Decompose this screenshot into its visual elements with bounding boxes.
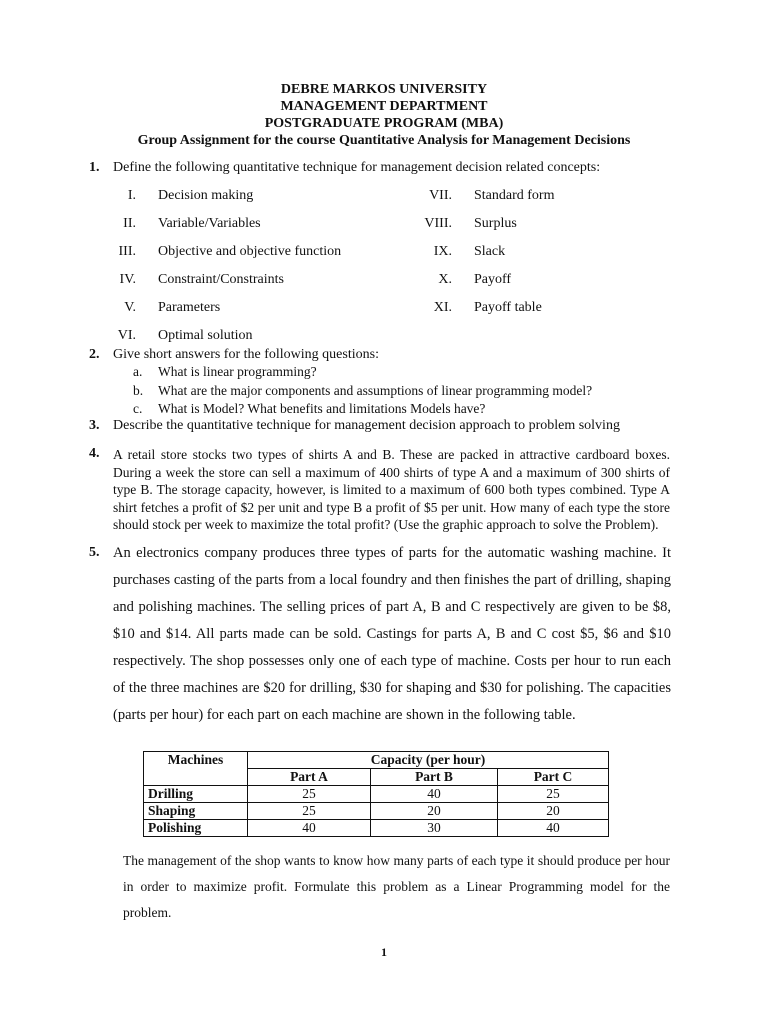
q2-text: Give short answers for the following questions: <box>113 347 379 362</box>
capacity-cell: 20 <box>371 803 498 820</box>
q1-right-item: Surplus <box>474 216 517 231</box>
q1-left-item: Optimal solution <box>158 328 253 343</box>
page-number: 1 <box>381 945 387 959</box>
machine-name: Shaping <box>144 803 248 820</box>
table-row <box>144 803 609 820</box>
capacity-cell: 25 <box>498 786 609 803</box>
q5-number: 5. <box>89 545 100 560</box>
capacity-cell: 40 <box>248 820 371 837</box>
q4-text: A retail store stocks two types of shirts A and B. These are packed in attractive cardboard boxes. During a week the store can sell a maximum of 400 shirts of type A and a maximum of 300 shirts of type B. The storage capacity, however, is limited to a maximum of 600 both types combined. Type A shirt fetches a profit of $2 per unit and type B a profit of $5 per unit. How many of each type the store should stock per week to maximize the total profit? (Use the graphic approach to solve the Problem). <box>113 447 670 532</box>
department-name: MANAGEMENT DEPARTMENT <box>280 99 488 114</box>
capacity-cell: 25 <box>248 786 371 803</box>
q1-right-roman: X. <box>438 272 452 287</box>
q1-left-item: Constraint/Constraints <box>158 272 284 287</box>
q1-right-roman: VII. <box>429 188 452 203</box>
q4-number: 4. <box>89 446 100 461</box>
capacity-cell: 40 <box>371 786 498 803</box>
part-header: Part B <box>371 769 498 786</box>
q1-left-roman: I. <box>127 188 136 203</box>
part-header: Part C <box>498 769 609 786</box>
table-row <box>144 820 609 837</box>
q2-item-letter: a. <box>133 364 143 379</box>
q1-right-item: Standard form <box>474 188 555 203</box>
q2-item: What is Model? What benefits and limitations Models have? <box>158 401 486 416</box>
q1-left-roman: VI. <box>117 328 136 343</box>
capacity-cell: 20 <box>498 803 609 820</box>
q3-text: Describe the quantitative technique for management decision approach to problem solving <box>113 418 620 433</box>
q5-text: An electronics company produces three types of parts for the automatic washing machine. It purchases casting of the parts from a local foundry and then finishes the part of drilling, shaping and polishing machines. The selling prices of part A, B and C respectively are given to be $8, $10 and $14. All parts made can be sold. Castings for parts A, B and C cost $5, $6 and $10 respectively. The shop possesses only one of each type of machine. Costs per hour to run each of the three machines are $20 for drilling, $30 for shaping and $30 for polishing. The capacities (parts per hour) for each part on each machine are shown in the following table. <box>113 545 671 723</box>
capacity-cell: 25 <box>248 803 371 820</box>
q1-left-item: Decision making <box>158 188 254 203</box>
q2-item: What are the major components and assumptions of linear programming model? <box>158 383 593 398</box>
capacity-table <box>143 751 609 837</box>
q1-left-item: Objective and objective function <box>158 244 342 259</box>
q1-right-roman: XI. <box>433 300 452 315</box>
machines-header: Machines <box>144 752 248 786</box>
capacity-header: Capacity (per hour) <box>248 752 609 769</box>
table-header-row <box>144 752 609 769</box>
q1-right-item: Slack <box>474 244 506 259</box>
q1-text: Define the following quantitative technique for management decision related concepts: <box>113 160 601 175</box>
q2-number: 2. <box>89 347 100 362</box>
q1-left-roman: V. <box>124 300 136 315</box>
program-name: POSTGRADUATE PROGRAM (MBA) <box>264 116 504 131</box>
q2-item-letter: c. <box>133 401 143 416</box>
assignment-title: Group Assignment for the course Quantitative Analysis for Management Decisions <box>137 133 631 148</box>
q1-right-item: Payoff table <box>474 300 542 315</box>
machine-name: Polishing <box>144 820 248 837</box>
q1-left-roman: III. <box>118 244 136 259</box>
q2-item-letter: b. <box>133 383 144 398</box>
q5-closing-text: The management of the shop wants to know how many parts of each type it should produce per hour in order to maximize profit. Formulate this problem as a Linear Programming model for the problem. <box>123 853 670 920</box>
q1-left-item: Parameters <box>158 300 221 315</box>
q1-number: 1. <box>89 160 100 175</box>
q1-left-roman: II. <box>123 216 136 231</box>
q1-right-roman: VIII. <box>424 216 452 231</box>
machine-name: Drilling <box>144 786 248 803</box>
capacity-cell: 40 <box>498 820 609 837</box>
q1-right-item: Payoff <box>474 272 512 287</box>
q2-item: What is linear programming? <box>158 364 317 379</box>
table-row <box>144 786 609 803</box>
q1-right-roman: IX. <box>433 244 452 259</box>
q1-left-roman: IV. <box>119 272 136 287</box>
university-name: DEBRE MARKOS UNIVERSITY <box>280 82 488 97</box>
q1-left-item: Variable/Variables <box>158 216 261 231</box>
q3-number: 3. <box>89 418 100 433</box>
capacity-cell: 30 <box>371 820 498 837</box>
part-header: Part A <box>248 769 371 786</box>
